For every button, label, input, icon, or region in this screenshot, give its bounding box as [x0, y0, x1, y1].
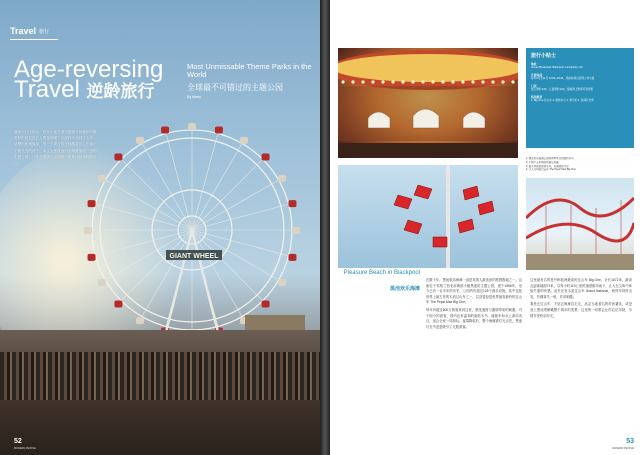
intro-text: 随出十几个年头，有什么比在游乐园里寻找童年时最美好的回忆更让人着迷的呢？从旋转木马到过山车，从摩天轮到鬼屋，每一个项目都在唤醒我们心中那个不愿长大的孩子。本文为你挑选出全球最值得一去的主题公园，让你在欢笑与尖叫声中重新找回年轻的自己。: [14, 130, 97, 166]
caption-1: 1. 黑池欢乐海滩公园内造型复古的旋转木马: [526, 157, 574, 160]
crowd: [0, 352, 320, 400]
section-heading-zh: 黑池欢乐海滩: [389, 286, 420, 292]
tips-title: 旅行小贴士: [531, 53, 557, 59]
right-page: [330, 0, 640, 455]
caption-3: 3. 欧式风格的旋转木马，充满童话气息: [526, 164, 569, 168]
section-rule: [10, 39, 58, 40]
page-number-right: 53: [626, 438, 634, 445]
spine-gutter: [320, 0, 330, 455]
body-column-1: [426, 278, 522, 332]
carousel-photo: [338, 48, 518, 158]
page-number-left: 52: [14, 438, 22, 445]
tip-item: 特别推荐 1. Big One 过山车 2. 旋转木马 3. 摩天轮 4. 夜间灯光秀: [531, 95, 594, 102]
caption-4: 4. 令人尖叫的过山车 The Pepsi Max Big One: [526, 168, 576, 172]
paragraph: 这里最有名的是号称欧洲最高的过山车 Big One，全长1672米，最高点距离地面72米，以每小时119公里的速度俯冲而下，让人在尖叫中体验失重的快感。此外还有木质过山车 Grand National，两列车同时出发，仿佛赛马一般，非常刺激。: [530, 278, 632, 299]
photo-captions: [526, 157, 634, 172]
svg-text:GIANT WHEEL: GIANT WHEEL: [169, 253, 219, 260]
paragraph: 在数十年，黑池欢乐海滩一直是英国人最喜爱的度假胜地之一。这座位于英格兰西北部海滨小镇黑池的主题公园，建于1896年，至今已有一百多年的历史。公园内有超过125个游乐设施，其中包括世界上最古老的木质过山车之一，以及曾经是世界最高最快的过山车 The Pepsi Max Big One。: [426, 278, 522, 305]
roller-coaster-photo: [526, 178, 634, 270]
headline-line2: Travel 逆龄旅行: [14, 76, 155, 103]
subtitle-en: Most Unmissable Theme Parks in the World: [187, 62, 312, 79]
headline-line1: Age-reversing: [14, 56, 164, 83]
tip-item: 门票 成人票约 £35，儿童票约 £30，提前网上购票可享优惠: [531, 84, 593, 91]
section-tag: [10, 26, 49, 36]
headline-zh: 逆龄旅行: [86, 82, 155, 101]
magazine-name-left: MODERN PEOPLE: [14, 447, 36, 450]
subtitle-zh: 全球最不可错过的主题公园: [187, 83, 283, 92]
paragraph: 乘坐完过山车，不妨去海滩边走走，品尝当地著名的炸鱼薯条，或是登上黑池塔俯瞰整个城市的美景。这里的一切都会让你忘记年龄，尽情享受快乐时光。: [530, 302, 632, 318]
magazine-name-right: MODERN PEOPLE: [612, 447, 634, 450]
author-byline: By Marry: [187, 95, 201, 99]
paragraph: 每年有超过600万游客来到这里，感受速度与激情带来的刺激。对于胆小的游客，园内也有温和的旋转木马、碰碰车和水上游乐项目，适合全家一同游玩。夜幕降临后，整个海滩被灯光点亮，黑池灯光节更是吸引了无数游客。: [426, 307, 522, 329]
body-column-2: [530, 278, 632, 321]
headline: [14, 56, 194, 103]
section-label-zh: 旅行: [39, 28, 50, 35]
tip-item: 地址 Ocean Boulevard, Blackpool, Lancashire, UK: [531, 62, 583, 69]
section-label: Travel: [10, 26, 37, 36]
swing-ride-photo: [338, 165, 518, 268]
tip-item: 开放时间 每年3月至11月 10:00–18:00，具体时间以官网公布为准: [531, 73, 595, 80]
travel-tips-box: [526, 48, 634, 148]
section-heading-en: Pleasure Beach in Blackpool: [343, 270, 420, 276]
caption-2: 2. 夕阳下五彩缤纷的游乐设施: [526, 160, 559, 164]
